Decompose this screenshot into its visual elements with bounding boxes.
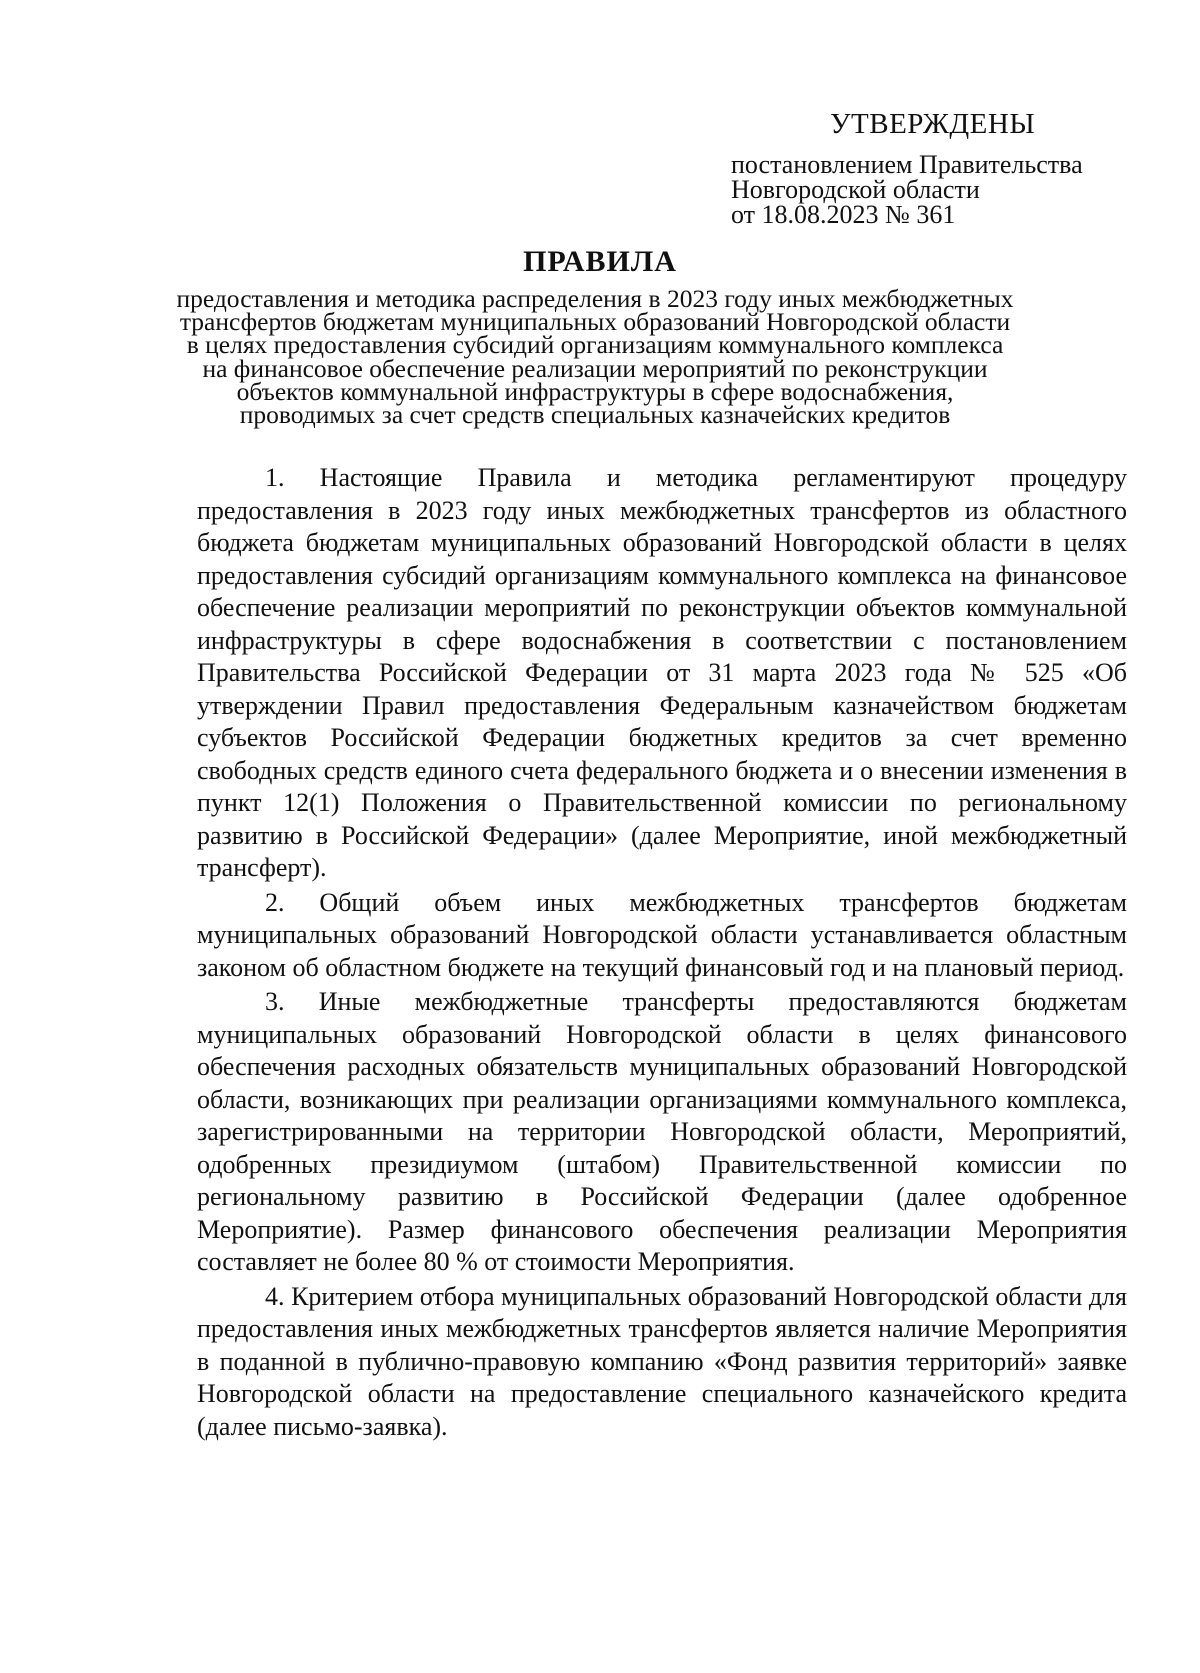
approval-block <box>731 104 1171 227</box>
document-title: ПРАВИЛА <box>523 245 677 278</box>
subtitle-line: в целях предоставления субсидий организациям коммунального комплекса <box>186 330 1004 360</box>
approval-line: Новгородской области <box>731 175 980 204</box>
paragraph-2: 2. Общий объем иных межбюджетных трансфертов бюджетам муниципальных образований Новгородской области устанавливается областным законом об областном бюджете на текущий финансовый год и на плановый период. <box>197 887 1127 982</box>
subtitle-line: проводимых за счет средств специальных казначейских кредитов <box>239 400 951 430</box>
subtitle-line: на финансовое обеспечение реализации мероприятий по реконструкции <box>202 353 988 383</box>
paragraph-3: 3. Иные межбюджетные трансферты предоставляются бюджетам муниципальных образований Новгородской области в целях финансового обеспечения расходных обязательств муниципальных образований Новгородской области, возникающих при реализации организациями коммунального комплекса, зарегистрированными на территории Новгородской области, Мероприятий, одобренных президиумом (штабом) Правительственной комиссии по региональному развитию в Российской Федерации (далее одобренное Мероприятие). Размер финансового обеспечения реализации Мероприятия составляет не более 80 % от стоимости Мероприятия. <box>197 987 1127 1276</box>
approval-line: от 18.08.2023 № 361 <box>731 200 956 229</box>
paragraph-4: 4. Критерием отбора муниципальных образований Новгородской области для предоставления иных межбюджетных трансфертов является наличие Мероприятия в поданной в публично-правовую компанию «Фонд развития территорий» заявке Новгородской области на предоставление специального казначейского кредита (далее письмо-заявка). <box>197 1281 1127 1441</box>
subtitle-line: трансфертов бюджетам муниципальных образований Новгородской области <box>179 307 1011 337</box>
document-subtitle <box>150 284 1040 430</box>
approval-lines <box>731 152 1171 227</box>
paragraph-1: 1. Настоящие Правила и методика регламентируют процедуру предоставления в 2023 году иных межбюджетных трансфертов из областного бюджета бюджетам муниципальных образований Новгородской области в целях предоставления субсидий организациям коммунального комплекса на финансовое обеспечение реализации мероприятий по реконструкции объектов коммунальной инфраструктуры в сфере водоснабжения в соответствии с постановлением Правительства Российской Федерации от 31 марта 2023 года № 525 «Об утверждении Правил предоставления Федеральным казначейством бюджетам субъектов Российской Федерации бюджетных кредитов за счет временно свободных средств единого счета федерального бюджета и о внесении изменения в пункт 12(1) Положения о Правительственной комиссии по региональному развитию в Российской Федерации» (далее Мероприятие, иной межбюджетный трансферт). <box>197 463 1127 882</box>
document-body <box>197 462 1127 1445</box>
approval-line: постановлением Правительства <box>731 150 1083 179</box>
subtitle-line: объектов коммунальной инфраструктуры в сфере водоснабжения, <box>236 376 954 406</box>
approval-title: УТВЕРЖДЕНЫ <box>830 108 1036 140</box>
subtitle-line: предоставления и методика распределения в 2023 году иных межбюджетных <box>176 284 1014 313</box>
